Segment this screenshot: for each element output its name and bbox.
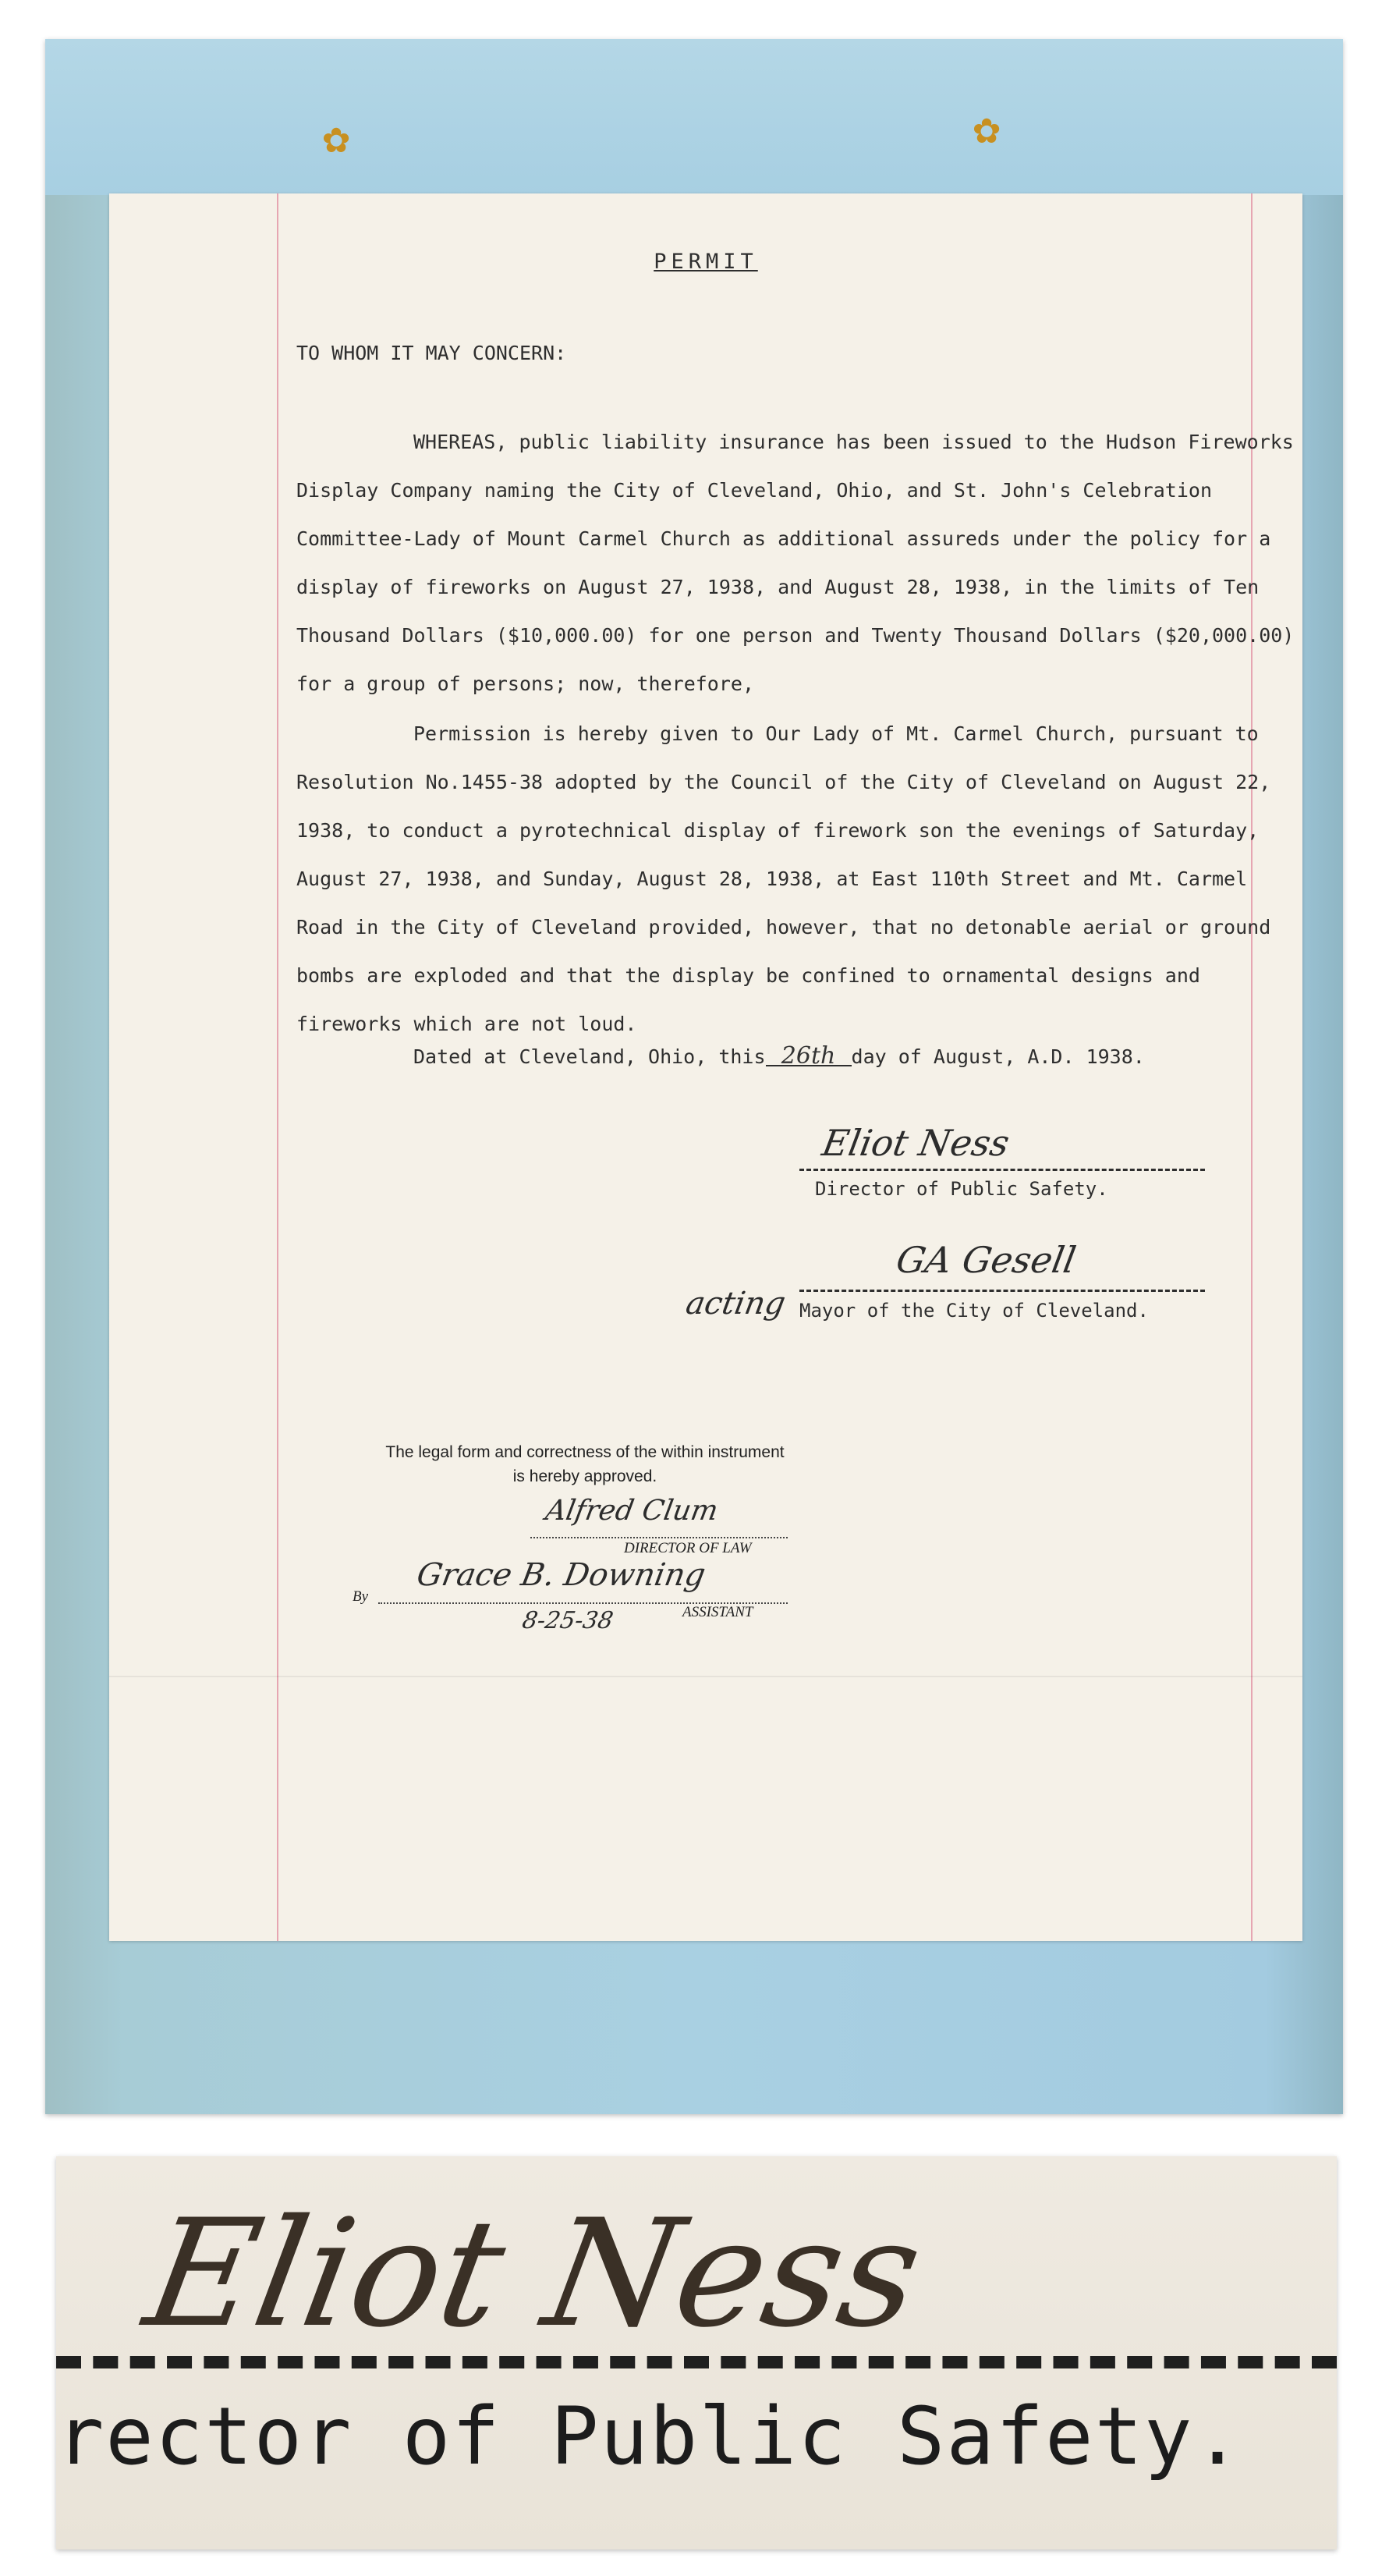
legal-approval-note: The legal form and correctness of the within instrument is hereby approved.: [385, 1443, 785, 1485]
permit-sheet: [109, 193, 1302, 1941]
gold-brad-right-icon: ✿: [972, 112, 1001, 151]
whereas-paragraph: [296, 418, 1295, 708]
assistant-signature: Grace B. Downing: [413, 1557, 708, 1593]
backing-folder-flap: [45, 39, 1343, 195]
dated-line: [413, 1042, 1145, 1070]
mayor-caption: Mayor of the City of Cleveland.: [799, 1300, 1149, 1322]
gold-brad-left-icon: ✿: [321, 121, 351, 161]
permission-paragraph: [296, 710, 1295, 1048]
signature-2-line: [799, 1290, 1205, 1292]
eliot-ness-signature: Eliot Ness: [819, 1122, 1013, 1164]
director-public-safety-caption: Director of Public Safety.: [815, 1178, 1108, 1200]
mayor-signature: GA Gesell: [893, 1239, 1079, 1281]
paragraph-2-text: Permission is hereby given to Our Lady of Mt. Carmel Church, pursuant to Resolution No.1455-38 adopted by the Council of the City of Cleveland on August 22, 1938, to conduct a pyrotechnical display of firework son the evenings of Saturday, August 27, 1938, and Sunday, August 28, 1938, at East 110th Street and Mt. Carmel Road in the City of Cleveland provided, however, that no detonable aerial or ground bombs are exploded and that the display be confined to ornamental designs and fireworks which are not loud.: [296, 722, 1271, 1035]
left-margin-line: [277, 193, 278, 1941]
director-of-law-label: DIRECTOR OF LAW: [624, 1540, 752, 1556]
detail-signature-line: [56, 2356, 1337, 2368]
approval-date-handwritten: 8-25-38: [519, 1607, 615, 1634]
signature-1-line: [799, 1169, 1205, 1171]
signature-detail-inset: [56, 2156, 1337, 2549]
salutation: TO WHOM IT MAY CONCERN:: [296, 342, 567, 364]
dated-suffix: day of August, A.D. 1938.: [851, 1045, 1145, 1068]
assistant-label: ASSISTANT: [682, 1604, 753, 1620]
paper-fold: [109, 1676, 1302, 1677]
dated-prefix: Dated at Cleveland, Ohio, this: [413, 1045, 766, 1068]
director-of-law-line: [530, 1537, 788, 1538]
paragraph-1-text: WHEREAS, public liability insurance has been issued to the Hudson Fireworks Display Company naming the City of Cleveland, Ohio, and St. John's Celebration Committee-Lady of Mount Carmel Church as additional assureds under the policy for a display of fireworks on August 27, 1938, and August 28, 1938, in the limits of Ten Thousand Dollars ($10,000.00) for one person and Twenty Thousand Dollars ($20,000.00) for a group of persons; now, therefore,: [296, 431, 1295, 695]
detail-caption: rector of Public Safety.: [56, 2390, 1243, 2483]
by-label: By: [353, 1588, 369, 1605]
detail-eliot-ness-signature: Eliot Ness: [134, 2187, 934, 2360]
document-title: PERMIT: [654, 250, 758, 274]
dated-day-handwritten: 26th: [766, 1048, 852, 1066]
director-of-law-signature: Alfred Clum: [543, 1495, 721, 1527]
acting-handwritten: acting: [682, 1286, 788, 1322]
